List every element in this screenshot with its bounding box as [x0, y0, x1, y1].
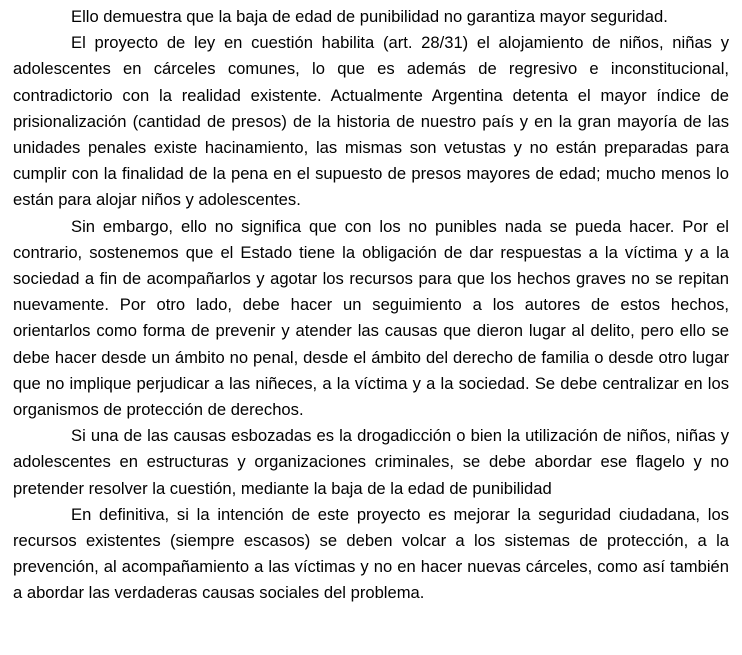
paragraph-drogadiccion: Si una de las causas esbozadas es la drogadicción o bien la utilización de niños, niñas y adolescentes en estructuras y organizaciones criminales, se debe abordar ese flagelo y no pretender resolver la cuestión, mediante la baja de la edad de punibilidad [13, 426, 729, 498]
paragraph-conclusion: En definitiva, si la intención de este proyecto es mejorar la seguridad ciudadana, los recursos existentes (siempre escasos) se deben volcar a los sistemas de protección, a la prevención, al acompañamiento a las víctimas y no en hacer nuevas cárceles, como así también a abordar las verdaderas causas sociales del problema. [13, 504, 729, 603]
paragraph-obligacion-estado: Sin embargo, ello no significa que con los no punibles nada se pueda hacer. Por el contrario, sostenemos que el Estado tiene la obligación de dar respuestas a la víctima y a la sociedad a fin de acompañarlos y agotar los recursos para que los hechos graves no se repitan nuevamente. Por otro lado, debe hacer un seguimiento a los autores de estos hechos, orientarlos como forma de prevenir y atender las causas que dieron lugar al delito, pero ello se debe hacer desde un ámbito no penal, desde el ámbito del derecho de familia o desde otro lugar que no implique perjudicar a las niñeces, a la víctima y a la sociedad. Se debe centralizar en los organismos de protección de derechos. [13, 216, 729, 420]
paragraph-carceles-comunes: El proyecto de ley en cuestión habilita (art. 28/31) el alojamiento de niños, niñas y adolescentes en cárceles comunes, lo que es además de regresivo e inconstitucional, contradictorio con la realidad existente. Actualmente Argentina detenta el mayor índice de prisionalización (cantidad de presos) de la historia de nuestro país y en la gran mayoría de las unidades penales existe hacinamiento, las mismas son vetustas y no están preparadas para cumplir con la finalidad de la pena en el supuesto de presos mayores de edad; mucho menos lo están para alojar niños y adolescentes. [13, 33, 729, 210]
paragraph-punibilidad-seguridad: Ello demuestra que la baja de edad de punibilidad no garantiza mayor seguridad. [71, 7, 668, 26]
